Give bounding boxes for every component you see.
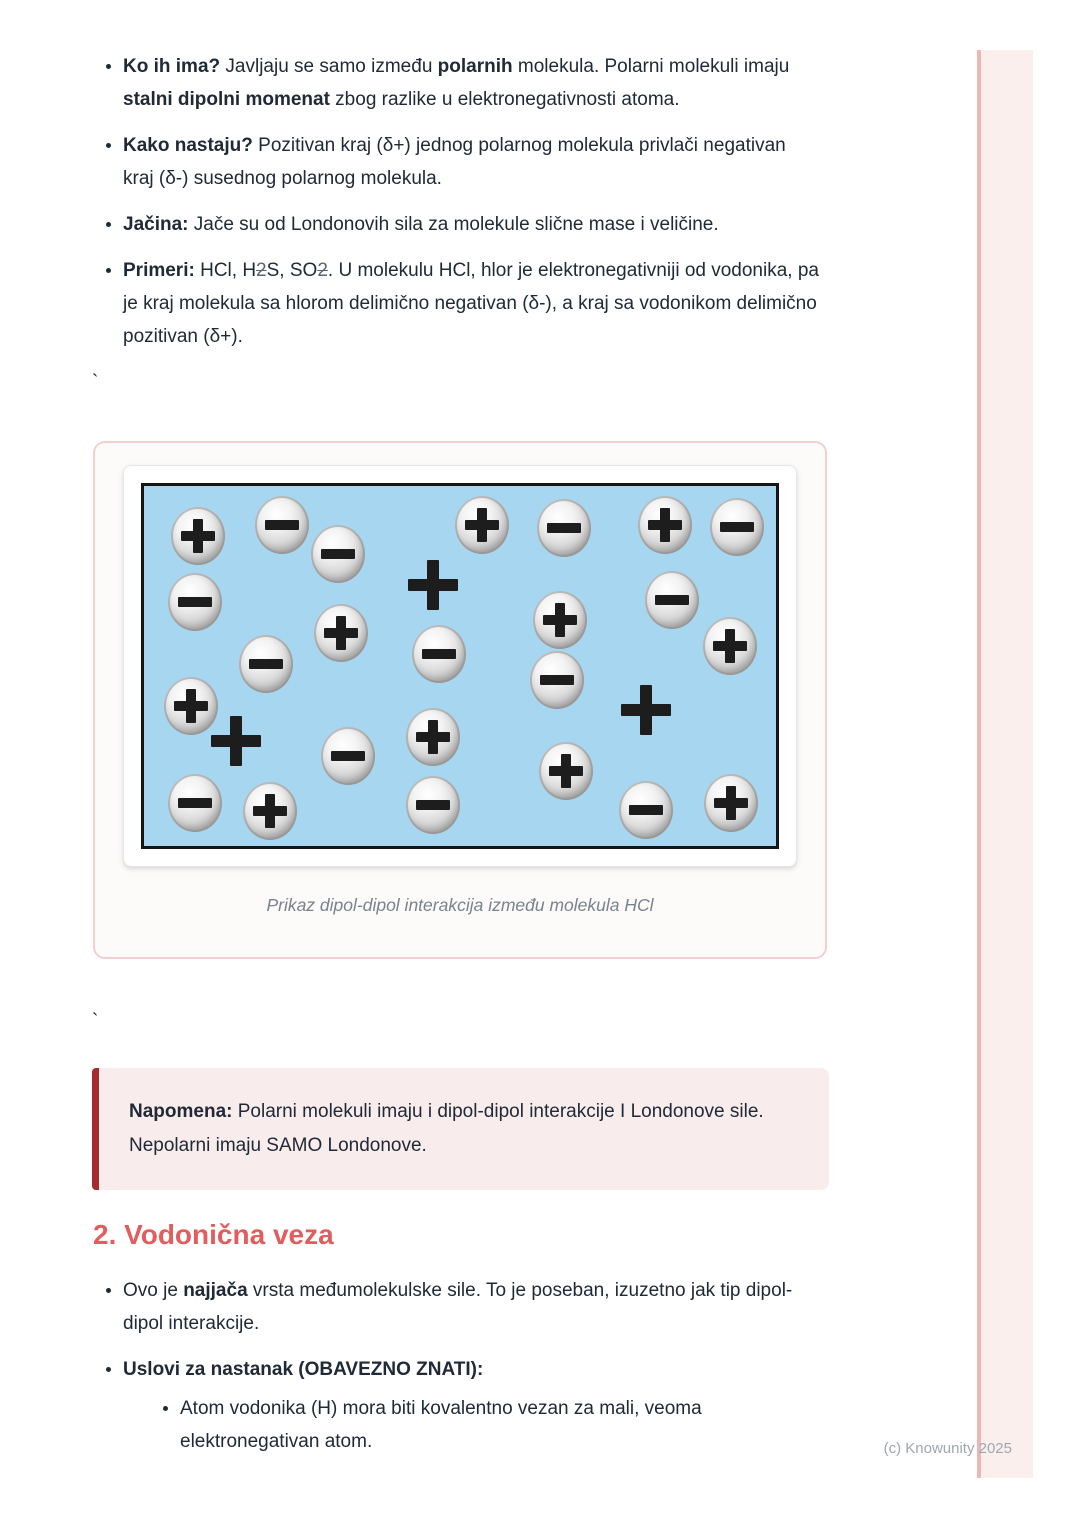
charge-symbol xyxy=(619,681,673,739)
charge-bar-vertical xyxy=(555,603,565,637)
bullet-text xyxy=(123,214,719,235)
list-item xyxy=(123,254,819,353)
charge-bar-horizontal xyxy=(720,522,754,532)
dipole-diagram xyxy=(141,483,779,849)
list-item xyxy=(123,208,819,241)
text-segment: . U molekulu HCl, hlor je elektronegativniji od vodonika, pa je kraj molekula sa hlorom delimično negativan (δ-), a kraj sa vodonikom delimično pozitivan (δ+). xyxy=(123,260,819,347)
charge-bar-horizontal xyxy=(331,751,365,761)
bullet-text xyxy=(123,260,819,347)
section-heading: 2. Vodonična veza xyxy=(93,1219,334,1250)
charge-bar-vertical xyxy=(186,689,196,723)
charge-bar-horizontal xyxy=(547,523,581,533)
figure-inner-card xyxy=(123,465,797,867)
list-item xyxy=(123,129,819,195)
charge-symbol xyxy=(645,571,699,629)
charge-symbol xyxy=(209,712,263,770)
text-segment: vrsta međumolekulske sile. To je poseban, izuzetno jak tip dipol-dipol interakcije. xyxy=(123,1280,793,1334)
charge-symbol xyxy=(455,496,509,554)
charge-bar-horizontal xyxy=(249,659,283,669)
figure-caption: Prikaz dipol-dipol interakcija između molekula HCl xyxy=(266,895,654,915)
text-segment: zbog razlike u elektronegativnosti atoma. xyxy=(329,89,680,110)
text-segment: Polarni molekuli imaju i dipol-dipol interakcije I Londonove sile. Nepolarni imaju SAMO Londonove. xyxy=(129,1101,764,1156)
charge-symbol xyxy=(255,496,309,554)
nested-list xyxy=(160,1392,800,1458)
charge-bar-vertical xyxy=(640,685,652,735)
page-edge-ribbon xyxy=(977,50,1033,1478)
charge-symbol xyxy=(311,525,365,583)
text-segment: Primeri: xyxy=(123,260,195,281)
charge-bar-vertical xyxy=(336,616,346,650)
charge-symbol xyxy=(239,635,293,693)
text-segment: molekula. Polarni molekuli imaju xyxy=(512,56,790,77)
text-segment: Javljaju se samo između xyxy=(220,56,438,77)
list-item xyxy=(123,1274,819,1340)
charge-symbol xyxy=(406,556,460,614)
text-segment: Jače su od Londonovih sila za molekule slične mase i veličine. xyxy=(188,214,719,235)
text-segment: polarnih xyxy=(437,56,513,77)
charge-bar-vertical xyxy=(726,786,736,820)
text-segment: najjača xyxy=(183,1280,248,1301)
charge-symbol xyxy=(619,781,673,839)
charge-symbol xyxy=(703,617,757,675)
list-item xyxy=(123,50,819,116)
text-segment: 2 xyxy=(256,260,267,281)
charge-symbol xyxy=(533,591,587,649)
hydrogen-bond-list xyxy=(103,1274,819,1458)
charge-symbol xyxy=(530,651,584,709)
charge-symbol xyxy=(321,727,375,785)
charge-symbol xyxy=(171,507,225,565)
stray-backtick: ` xyxy=(92,1011,99,1032)
charge-symbol xyxy=(710,498,764,556)
charge-bar-vertical xyxy=(230,716,242,766)
charge-bar-horizontal xyxy=(422,649,456,659)
charge-bar-horizontal xyxy=(321,549,355,559)
note-text xyxy=(129,1095,799,1163)
charge-bar-horizontal xyxy=(416,800,450,810)
charge-bar-horizontal xyxy=(265,520,299,530)
charge-bar-vertical xyxy=(561,754,571,788)
bullet-text xyxy=(180,1398,702,1452)
charge-symbol xyxy=(537,499,591,557)
text-segment: 2 xyxy=(317,260,328,281)
watermark: (c) Knowunity 2025 xyxy=(883,1440,1012,1457)
text-segment: Napomena: xyxy=(129,1101,233,1122)
charge-bar-vertical xyxy=(725,629,735,663)
bullet-text xyxy=(123,135,786,189)
bullet-text xyxy=(123,1359,483,1380)
text-segment: S, SO xyxy=(266,260,318,281)
stray-backtick: ` xyxy=(92,372,99,393)
text-segment: Ovo je xyxy=(123,1280,184,1301)
charge-bar-horizontal xyxy=(629,805,663,815)
charge-symbol xyxy=(704,774,758,832)
text-segment: Jačina: xyxy=(123,214,189,235)
dipole-properties-list xyxy=(103,50,819,353)
charge-symbol xyxy=(412,625,466,683)
text-segment: Pozitivan kraj (δ+) jednog polarnog molekula privlači negativan kraj (δ-) susednog polarnog molekula. xyxy=(123,135,786,189)
charge-bar-vertical xyxy=(428,720,438,754)
text-segment: Ko ih ima? xyxy=(123,56,221,77)
charge-bar-vertical xyxy=(477,508,487,542)
charge-symbol xyxy=(314,604,368,662)
figure-card xyxy=(93,441,827,959)
charge-symbol xyxy=(168,573,222,631)
charge-bar-vertical xyxy=(660,508,670,542)
charge-bar-horizontal xyxy=(655,595,689,605)
note-callout xyxy=(92,1068,829,1190)
charge-symbol xyxy=(539,742,593,800)
charge-symbol xyxy=(243,782,297,840)
list-item xyxy=(123,1353,819,1458)
text-segment: Uslovi za nastanak (OBAVEZNO ZNATI): xyxy=(123,1359,484,1380)
bullet-text xyxy=(123,1280,792,1334)
charge-symbol xyxy=(168,774,222,832)
charge-symbol xyxy=(406,708,460,766)
charge-bar-horizontal xyxy=(178,798,212,808)
text-segment: HCl, H xyxy=(194,260,257,281)
charge-bar-vertical xyxy=(427,560,439,610)
charge-symbol xyxy=(406,776,460,834)
charge-bar-vertical xyxy=(193,519,203,553)
text-segment: stalni dipolni momenat xyxy=(123,89,330,110)
text-segment: Kako nastaju? xyxy=(123,135,253,156)
charge-bar-vertical xyxy=(265,794,275,828)
text-segment: Atom vodonika (H) mora biti kovalentno vezan za mali, veoma elektronegativan atom. xyxy=(180,1398,702,1452)
list-item xyxy=(180,1392,800,1458)
charge-symbol xyxy=(638,496,692,554)
bullet-text xyxy=(123,56,789,110)
charge-bar-horizontal xyxy=(540,675,574,685)
charge-bar-horizontal xyxy=(178,597,212,607)
